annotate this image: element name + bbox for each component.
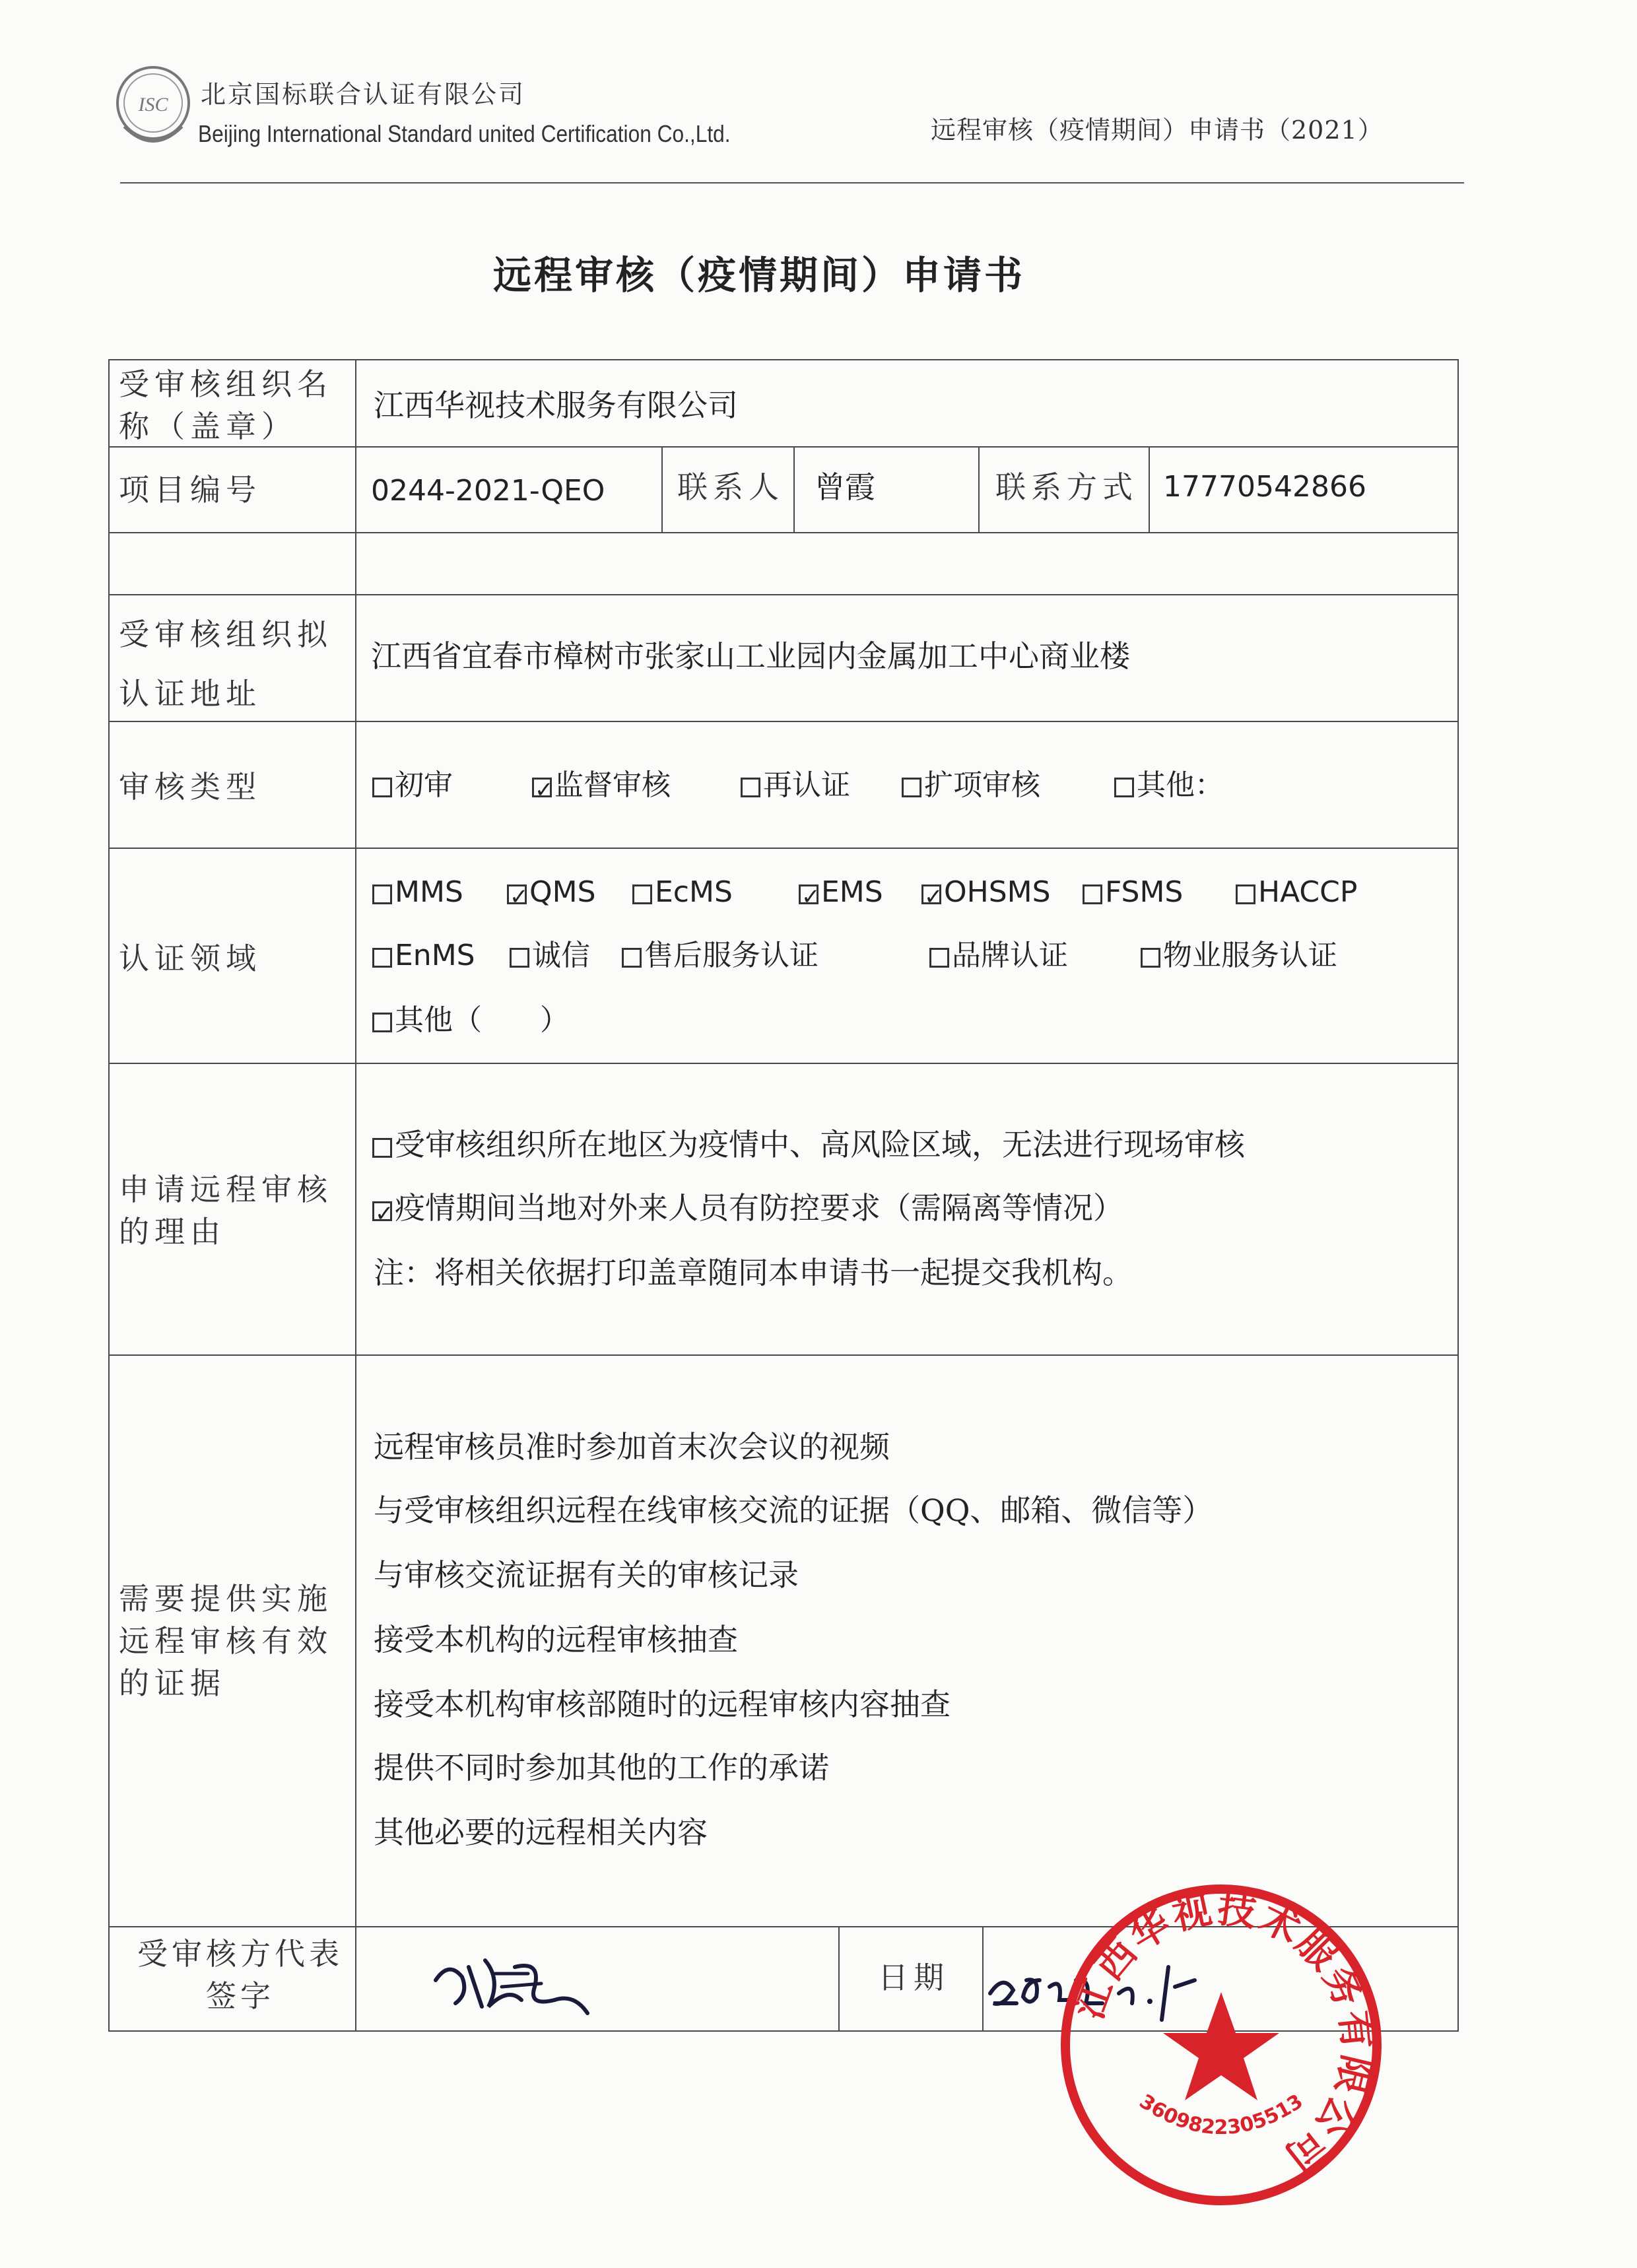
checkbox-checked-icon bbox=[372, 1201, 392, 1221]
checkbox-checked-icon bbox=[799, 884, 818, 904]
evidence-item: 提供不同时参加其他的工作的承诺 bbox=[374, 1750, 829, 1785]
org-name-label: 受审核组织名称（盖章） bbox=[119, 366, 333, 444]
table-rule bbox=[108, 359, 1459, 360]
table-rule bbox=[978, 446, 980, 533]
table-rule bbox=[355, 359, 356, 2032]
checkbox-icon bbox=[372, 778, 392, 797]
checkbox-icon bbox=[510, 948, 529, 968]
audit-type-label: 审核类型 bbox=[119, 769, 261, 805]
reason-quarantine-option[interactable]: ✓疫情期间当地对外来人员有防控要求（需隔离等情况） bbox=[372, 1188, 1123, 1228]
svg-text:ISC: ISC bbox=[138, 94, 168, 116]
field-enms-option[interactable]: EnMS bbox=[372, 936, 475, 976]
field-other-option[interactable]: 其他（ ） bbox=[372, 1001, 569, 1040]
checkbox-icon bbox=[1141, 948, 1160, 968]
svg-text:3609822305513: 3609822305513 bbox=[1135, 2090, 1308, 2139]
field-after-sales-option[interactable]: 售后服务认证 bbox=[622, 936, 818, 976]
contact-label: 联系人 bbox=[677, 469, 784, 505]
company-logo-icon bbox=[111, 63, 195, 156]
date-label: 日期 bbox=[878, 1960, 949, 1995]
evidence-item: 与审核交流证据有关的审核记录 bbox=[374, 1557, 799, 1593]
checkbox-icon bbox=[1114, 778, 1134, 797]
audit-type-initial-option[interactable]: 初审 bbox=[372, 766, 453, 805]
field-integrity-option[interactable]: 诚信 bbox=[510, 936, 590, 976]
cert-field-label: 认证领域 bbox=[119, 941, 261, 976]
table-rule bbox=[1149, 446, 1150, 533]
field-haccp-option[interactable]: HACCP bbox=[1236, 873, 1357, 912]
header-divider bbox=[120, 182, 1464, 183]
checkbox-checked-icon bbox=[532, 778, 552, 797]
checkbox-icon bbox=[372, 1013, 392, 1032]
company-seal-icon bbox=[1056, 1880, 1386, 2210]
table-rule bbox=[838, 1926, 840, 2032]
field-ems-option[interactable]: ✓ EMS bbox=[799, 873, 883, 912]
table-rule bbox=[793, 446, 795, 533]
checkbox-icon bbox=[1083, 884, 1102, 904]
org-name-value: 江西华视技术服务有限公司 bbox=[374, 387, 738, 423]
checkbox-icon bbox=[622, 948, 642, 968]
evidence-item: 远程审核员准时参加首末次会议的视频 bbox=[374, 1429, 890, 1465]
audit-type-recert-option[interactable]: 再认证 bbox=[741, 766, 850, 805]
checkbox-icon bbox=[632, 884, 652, 904]
field-mms-option[interactable]: MMS bbox=[372, 873, 463, 912]
evidence-item: 与受审核组织远程在线审核交流的证据（QQ、邮箱、微信等） bbox=[374, 1492, 1213, 1528]
table-rule bbox=[108, 1063, 1459, 1064]
address-label: 受审核组织拟认证地址 bbox=[119, 617, 333, 712]
project-no-label: 项目编号 bbox=[119, 472, 261, 508]
svg-text:江西华视技术服务有限公司: 江西华视技术服务有限公司 bbox=[1066, 1885, 1380, 2182]
company-name-cn: 北京国标联合认证有限公司 bbox=[201, 80, 526, 109]
field-brand-option[interactable]: 品牌认证 bbox=[929, 936, 1068, 976]
checkbox-icon bbox=[902, 778, 921, 797]
reason-note: 注：将相关依据打印盖章随同本申请书一起提交我机构。 bbox=[374, 1255, 1133, 1290]
field-ecms-option[interactable]: EcMS bbox=[632, 873, 733, 912]
phone-label: 联系方式 bbox=[995, 469, 1138, 505]
table-rule bbox=[1457, 359, 1459, 2032]
table-rule bbox=[661, 446, 663, 533]
representative-label: 受审核方代表签字 bbox=[137, 1936, 343, 2014]
address-value: 江西省宜春市樟树市张家山工业园内金属加工中心商业楼 bbox=[371, 638, 1130, 674]
signature-icon bbox=[422, 1941, 594, 2026]
table-rule bbox=[108, 594, 1459, 595]
company-name-en: Beijing International Standard united Certification Co.,Ltd. bbox=[198, 120, 731, 147]
checkbox-icon bbox=[372, 884, 392, 904]
checkbox-icon bbox=[929, 948, 949, 968]
audit-type-extension-option[interactable]: 扩项审核 bbox=[902, 766, 1040, 805]
contact-value: 曾霞 bbox=[815, 469, 875, 505]
field-ohsms-option[interactable]: ✓ OHSMS bbox=[921, 873, 1051, 912]
field-fsms-option[interactable]: FSMS bbox=[1083, 873, 1183, 912]
evidence-item: 接受本机构的远程审核抽查 bbox=[374, 1622, 738, 1657]
audit-type-surveillance-option[interactable]: ✓ 监督审核 bbox=[532, 766, 671, 805]
evidence-item: 接受本机构审核部随时的远程审核内容抽查 bbox=[374, 1686, 951, 1722]
field-property-option[interactable]: 物业服务认证 bbox=[1141, 936, 1337, 976]
audit-type-other-option[interactable]: 其他： bbox=[1114, 766, 1224, 805]
project-no-value: 0244-2021-QEO bbox=[371, 474, 605, 508]
table-rule bbox=[108, 532, 1459, 533]
reason-label: 申请远程审核的理由 bbox=[119, 1172, 333, 1250]
page-title: 远程审核（疫情期间）申请书 bbox=[492, 253, 1025, 298]
reason-high-risk-option[interactable]: 受审核组织所在地区为疫情中、高风险区域，无法进行现场审核 bbox=[372, 1125, 1245, 1164]
document-code: 远程审核（疫情期间）申请书（2021） bbox=[931, 116, 1384, 145]
field-qms-option[interactable]: ✓ QMS bbox=[507, 873, 596, 912]
evidence-label: 需要提供实施远程审核有效的证据 bbox=[119, 1581, 333, 1701]
table-rule bbox=[108, 359, 110, 2032]
checkbox-icon bbox=[372, 1138, 392, 1158]
table-rule bbox=[108, 1354, 1459, 1356]
checkbox-icon bbox=[1236, 884, 1255, 904]
evidence-item: 其他必要的远程相关内容 bbox=[374, 1815, 708, 1850]
checkbox-checked-icon bbox=[921, 884, 941, 904]
checkbox-icon bbox=[372, 948, 392, 968]
checkbox-checked-icon bbox=[507, 884, 527, 904]
phone-value: 17770542866 bbox=[1163, 470, 1366, 504]
table-rule bbox=[108, 848, 1459, 849]
checkbox-icon bbox=[741, 778, 760, 797]
